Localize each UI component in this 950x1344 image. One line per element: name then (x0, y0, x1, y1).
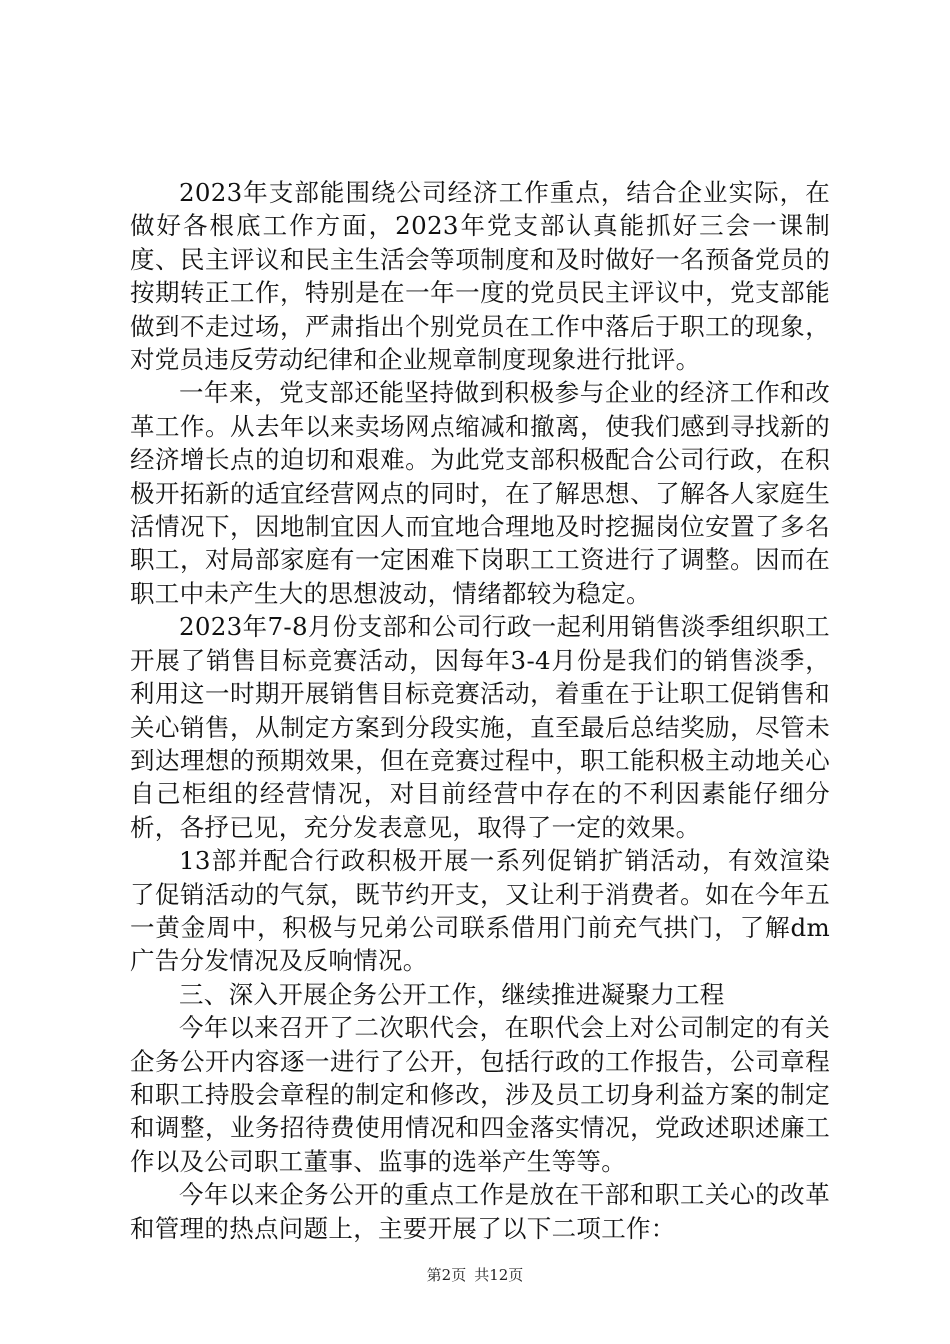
page-footer (0, 1265, 950, 1285)
paragraph-branch-work: 2023年支部能围绕公司经济工作重点，结合企业实际，在做好各根底工作方面，2023年党支部认真能抓好三会一课制度、民主评议和民主生活会等项制度和及时做好一名预备党员的按期转正工作，特别是在一年一度的党员民主评议中，党支部能做到不走过场，严肃指出个别党员在工作中落后于职工的现象，对党员违反劳动纪律和企业规章制度现象进行批评。 (130, 178, 830, 375)
paragraph-economic-reform: 一年来，党支部还能坚持做到积极参与企业的经济工作和改革工作。从去年以来卖场网点缩减和撤离，使我们感到寻找新的经济增长点的迫切和艰难。为此党支部积极配合公司行政，在积极开拓新的适宜经营网点的同时，在了解思想、了解各人家庭生活情况下，因地制宜因人而宜地合理地及时挖掘岗位安置了多名职工，对局部家庭有一定困难下岗职工工资进行了调整。因而在职工中未产生大的思想波动，情绪都较为稳定。 (130, 378, 830, 608)
document-body (130, 176, 830, 1245)
page-number: 第2页 (426, 1266, 467, 1284)
paragraph-disclosure-focus: 今年以来企务公开的重点工作是放在干部和职工关心的改革和管理的热点问题上，主要开展了以下二项工作： (130, 1180, 830, 1243)
paragraph-sales-competition: 2023年7-8月份支部和公司行政一起利用销售淡季组织职工开展了销售目标竞赛活动，因每年3-4月份是我们的销售淡季，利用这一时期开展销售目标竞赛活动，着重在于让职工促销售和关心销售，从制定方案到分段实施，直至最后总结奖励，尽管未到达理想的预期效果，但在竞赛过程中，职工能积极主动地关心自己柜组的经营情况，对目前经营中存在的不利因素能仔细分析，各抒已见，充分发表意见，取得了一定的效果。 (130, 612, 830, 842)
page-total: 共12页 (474, 1266, 524, 1284)
section-heading: 三、深入开展企务公开工作，继续推进凝聚力工程 (179, 979, 725, 1009)
paragraph-workers-congress: 今年以来召开了二次职代会，在职代会上对公司制定的有关企务公开内容逐一进行了公开，包括行政的工作报告，公司章程和职工持股会章程的制定和修改，涉及员工切身利益方案的制定和调整，业务招待费使用情况和四金落实情况，党政述职述廉工作以及公司职工董事、监事的选举产生等等。 (130, 1013, 830, 1176)
paragraph-promotion: 13部并配合行政积极开展一系列促销扩销活动，有效渲染了促销活动的气氛，既节约开支，又让利于消费者。如在今年五一黄金周中，积极与兄弟公司联系借用门前充气拱门，了解dm广告分发情况及反响情况。 (130, 846, 830, 976)
